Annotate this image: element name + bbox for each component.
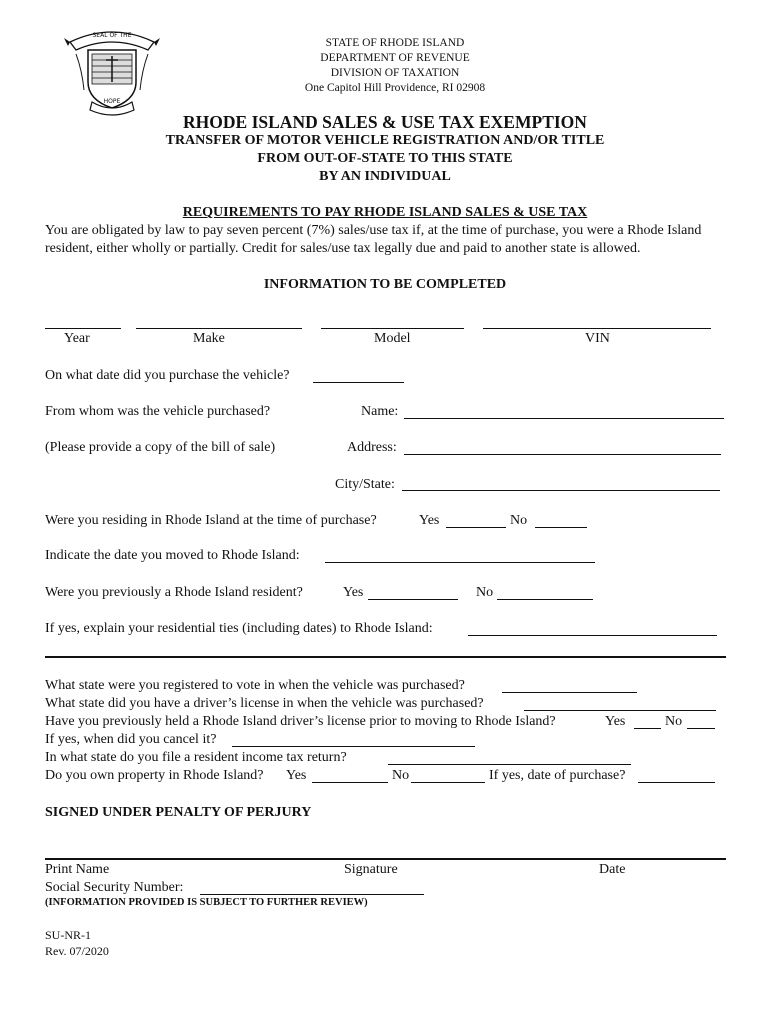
form-revision: Rev. 07/2020 bbox=[45, 944, 109, 958]
residing-yes-label: Yes bbox=[419, 513, 440, 528]
residing-no-input[interactable] bbox=[535, 527, 587, 528]
residential-ties-label: If yes, explain your residential ties (including dates) to Rhode Island: bbox=[45, 621, 433, 636]
signature-label: Signature bbox=[344, 862, 398, 877]
previously-resident-label: Were you previously a Rhode Island resident? bbox=[45, 585, 303, 600]
form-subtitle-3: BY AN INDIVIDUAL bbox=[319, 169, 451, 184]
prior-license-no-input[interactable] bbox=[687, 728, 715, 729]
property-purchase-date-input[interactable] bbox=[638, 782, 715, 783]
vin-input[interactable] bbox=[483, 328, 711, 329]
make-label: Make bbox=[193, 331, 225, 346]
seller-address-input[interactable] bbox=[404, 454, 721, 455]
prior-license-yes-input[interactable] bbox=[634, 728, 661, 729]
ssn-input[interactable] bbox=[200, 894, 424, 895]
signature-line[interactable] bbox=[45, 858, 726, 860]
vin-label: VIN bbox=[585, 331, 610, 346]
form-title: RHODE ISLAND SALES & USE TAX EXEMPTION bbox=[183, 112, 587, 132]
purchase-date-input[interactable] bbox=[313, 382, 404, 383]
own-property-label: Do you own property in Rhode Island? bbox=[45, 768, 264, 783]
residing-no-label: No bbox=[510, 513, 528, 528]
residing-yes-input[interactable] bbox=[446, 527, 506, 528]
previously-resident-yes-input[interactable] bbox=[368, 599, 458, 600]
moved-date-input[interactable] bbox=[325, 562, 595, 563]
purchased-from-label: From whom was the vehicle purchased? bbox=[45, 404, 271, 419]
license-state-input[interactable] bbox=[524, 710, 716, 711]
review-note: (INFORMATION PROVIDED IS SUBJECT TO FURTHER REVIEW) bbox=[45, 897, 368, 908]
make-input[interactable] bbox=[136, 328, 302, 329]
seal-banner-text: HOPE bbox=[103, 98, 121, 105]
prior-license-label: Have you previously held a Rhode Island driver’s license prior to moving to Rhode Island? bbox=[45, 714, 556, 729]
year-input[interactable] bbox=[45, 328, 121, 329]
residential-ties-input[interactable] bbox=[468, 635, 717, 636]
header-state: STATE OF RHODE ISLAND bbox=[325, 37, 465, 49]
previously-resident-no-input[interactable] bbox=[497, 599, 593, 600]
model-input[interactable] bbox=[321, 328, 464, 329]
header-address: One Capitol Hill Providence, RI 02908 bbox=[304, 82, 486, 94]
own-property-no-input[interactable] bbox=[411, 782, 485, 783]
seller-city-state-input[interactable] bbox=[402, 490, 720, 491]
income-tax-state-input[interactable] bbox=[388, 764, 631, 765]
svg-text:SEAL OF THE: SEAL OF THE bbox=[92, 32, 132, 39]
form-subtitle-1: TRANSFER OF MOTOR VEHICLE REGISTRATION AND/OR TITLE bbox=[165, 133, 605, 148]
year-label: Year bbox=[64, 331, 90, 346]
license-state-label: What state did you have a driver’s license in when the vehicle was purchased? bbox=[45, 696, 484, 711]
prior-license-yes-label: Yes bbox=[605, 714, 626, 729]
requirements-heading: REQUIREMENTS TO PAY RHODE ISLAND SALES & USE TAX bbox=[182, 205, 588, 220]
own-property-yes-label: Yes bbox=[286, 768, 307, 783]
own-property-yes-input[interactable] bbox=[312, 782, 388, 783]
prior-license-no-label: No bbox=[665, 714, 683, 729]
purchase-date-label: On what date did you purchase the vehicle? bbox=[45, 368, 290, 383]
previously-resident-yes-label: Yes bbox=[343, 585, 364, 600]
income-tax-state-label: In what state do you file a resident income tax return? bbox=[45, 750, 347, 765]
vote-state-label: What state were you registered to vote in when the vehicle was purchased? bbox=[45, 678, 465, 693]
header-department: DEPARTMENT OF REVENUE bbox=[320, 52, 470, 64]
form-subtitle-2: FROM OUT-OF-STATE TO THIS STATE bbox=[257, 151, 513, 166]
ssn-label: Social Security Number: bbox=[45, 880, 184, 895]
requirements-text: You are obligated by law to pay seven percent (7%) sales/use tax if, at the time of purchase, you were a Rhode Island resident, either wholly or partially. Credit for sales/use tax legally due and paid to another state is allowed. bbox=[45, 223, 702, 256]
info-heading: INFORMATION TO BE COMPLETED bbox=[263, 277, 507, 292]
cancel-date-input[interactable] bbox=[232, 746, 475, 747]
cancel-date-label: If yes, when did you cancel it? bbox=[45, 732, 217, 747]
seller-address-label: Address: bbox=[347, 440, 397, 455]
seller-name-input[interactable] bbox=[404, 418, 724, 419]
previously-resident-no-label: No bbox=[476, 585, 494, 600]
date-label: Date bbox=[599, 862, 626, 877]
print-name-label: Print Name bbox=[45, 862, 110, 877]
seller-name-label: Name: bbox=[361, 404, 399, 419]
model-label: Model bbox=[374, 331, 411, 346]
perjury-heading: SIGNED UNDER PENALTY OF PERJURY bbox=[45, 805, 312, 820]
vote-state-input[interactable] bbox=[502, 692, 637, 693]
moved-date-label: Indicate the date you moved to Rhode Island: bbox=[45, 548, 300, 563]
header-division: DIVISION OF TAXATION bbox=[330, 67, 460, 79]
form-id: SU-NR-1 bbox=[45, 928, 92, 942]
residing-label: Were you residing in Rhode Island at the time of purchase? bbox=[45, 513, 377, 528]
seller-city-state-label: City/State: bbox=[335, 477, 395, 492]
section-divider bbox=[45, 656, 726, 658]
own-property-no-label: No bbox=[392, 768, 410, 783]
property-purchase-date-label: If yes, date of purchase? bbox=[489, 768, 626, 783]
bill-of-sale-note: (Please provide a copy of the bill of sale) bbox=[45, 440, 276, 455]
